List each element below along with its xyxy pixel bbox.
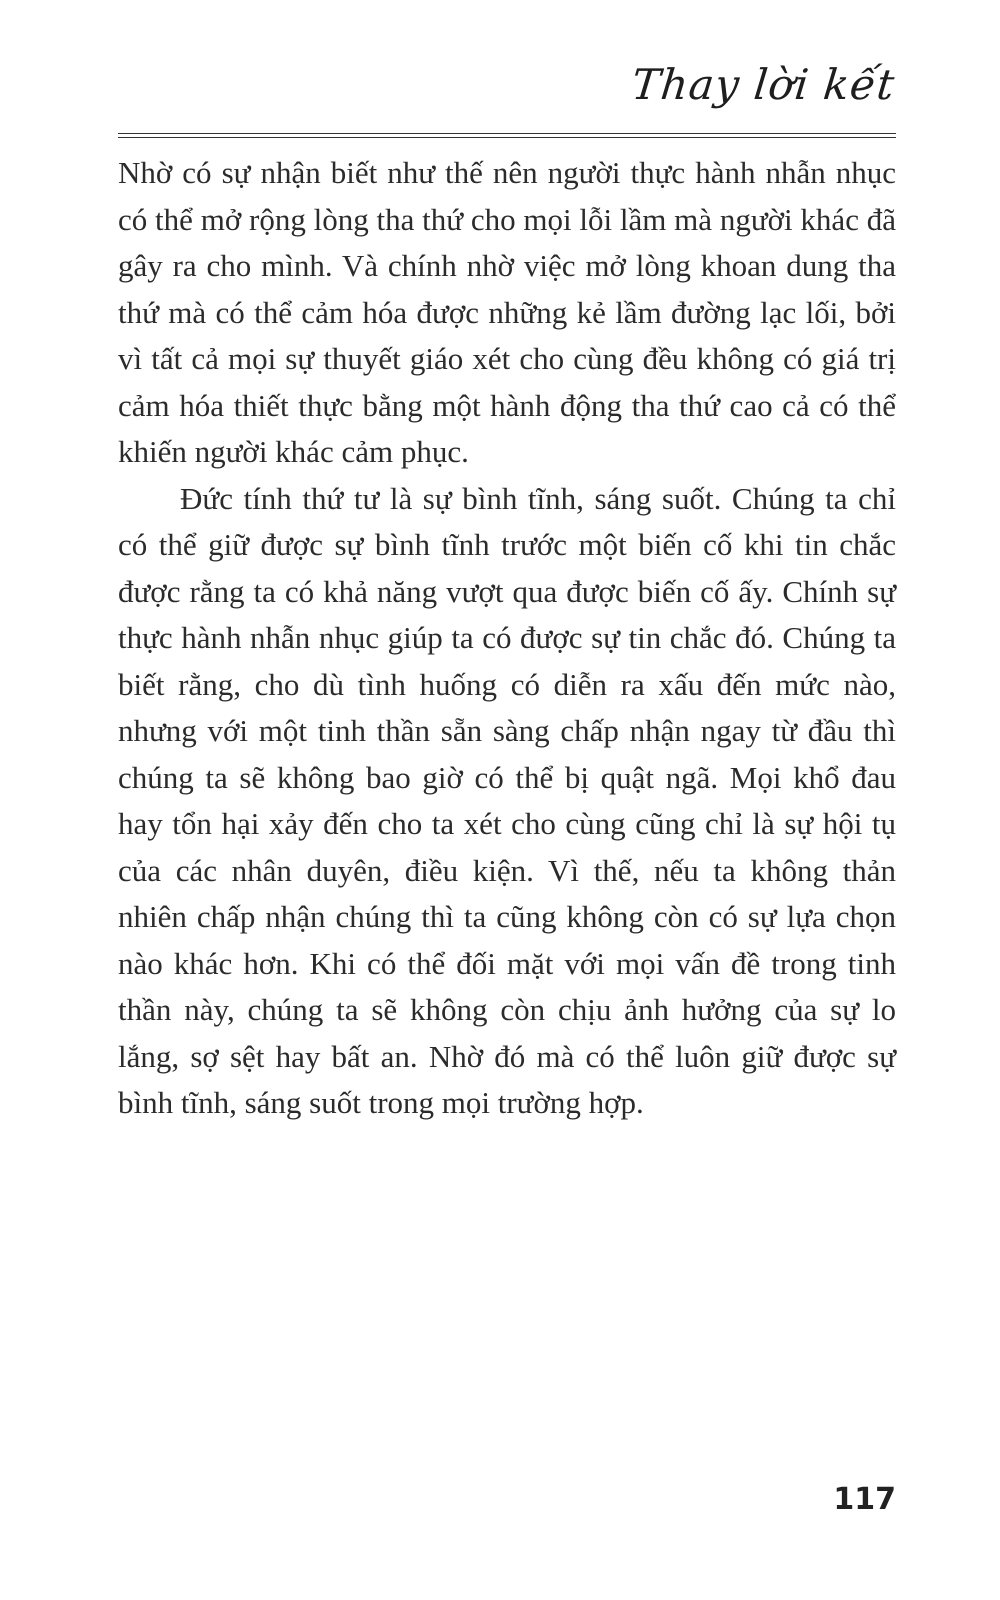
body-text (118, 150, 896, 1127)
running-header-title: Thay lời kết (629, 60, 898, 109)
paragraph-2: Đức tính thứ tư là sự bình tĩnh, sáng suốt. Chúng ta chỉ có thể giữ được sự bình tĩnh trước một biến cố khi tin chắc được rằng ta có khả năng vượt qua được biến cố ấy. Chính sự thực hành nhẫn nhục giúp ta có được sự tin chắc đó. Chúng ta biết rằng, cho dù tình huống có diễn ra xấu đến mức nào, nhưng với một tinh thần sẵn sàng chấp nhận ngay từ đầu thì chúng ta sẽ không bao giờ có thể bị quật ngã. Mọi khổ đau hay tổn hại xảy đến cho ta xét cho cùng cũng chỉ là sự hội tụ của các nhân duyên, điều kiện. Vì thế, nếu ta không thản nhiên chấp nhận chúng thì ta cũng không còn có sự lựa chọn nào khác hơn. Khi có thể đối mặt với mọi vấn đề trong tinh thần này, chúng ta sẽ không còn chịu ảnh hưởng của sự lo lắng, sợ sệt hay bất an. Nhờ đó mà có thể luôn giữ được sự bình tĩnh, sáng suốt trong mọi trường hợp. (118, 480, 896, 1120)
paragraph-1: Nhờ có sự nhận biết như thế nên người thực hành nhẫn nhục có thể mở rộng lòng tha thứ cho mọi lỗi lầm mà người khác đã gây ra cho mình. Và chính nhờ việc mở lòng khoan dung tha thứ mà có thể cảm hóa được những kẻ lầm đường lạc lối, bởi vì tất cả mọi sự thuyết giáo xét cho cùng đều không có giá trị cảm hóa thiết thực bằng một hành động tha thứ cao cả có thể khiến người khác cảm phục. (118, 155, 896, 469)
page-number: 117 (833, 1482, 896, 1517)
header-rule (118, 133, 896, 138)
